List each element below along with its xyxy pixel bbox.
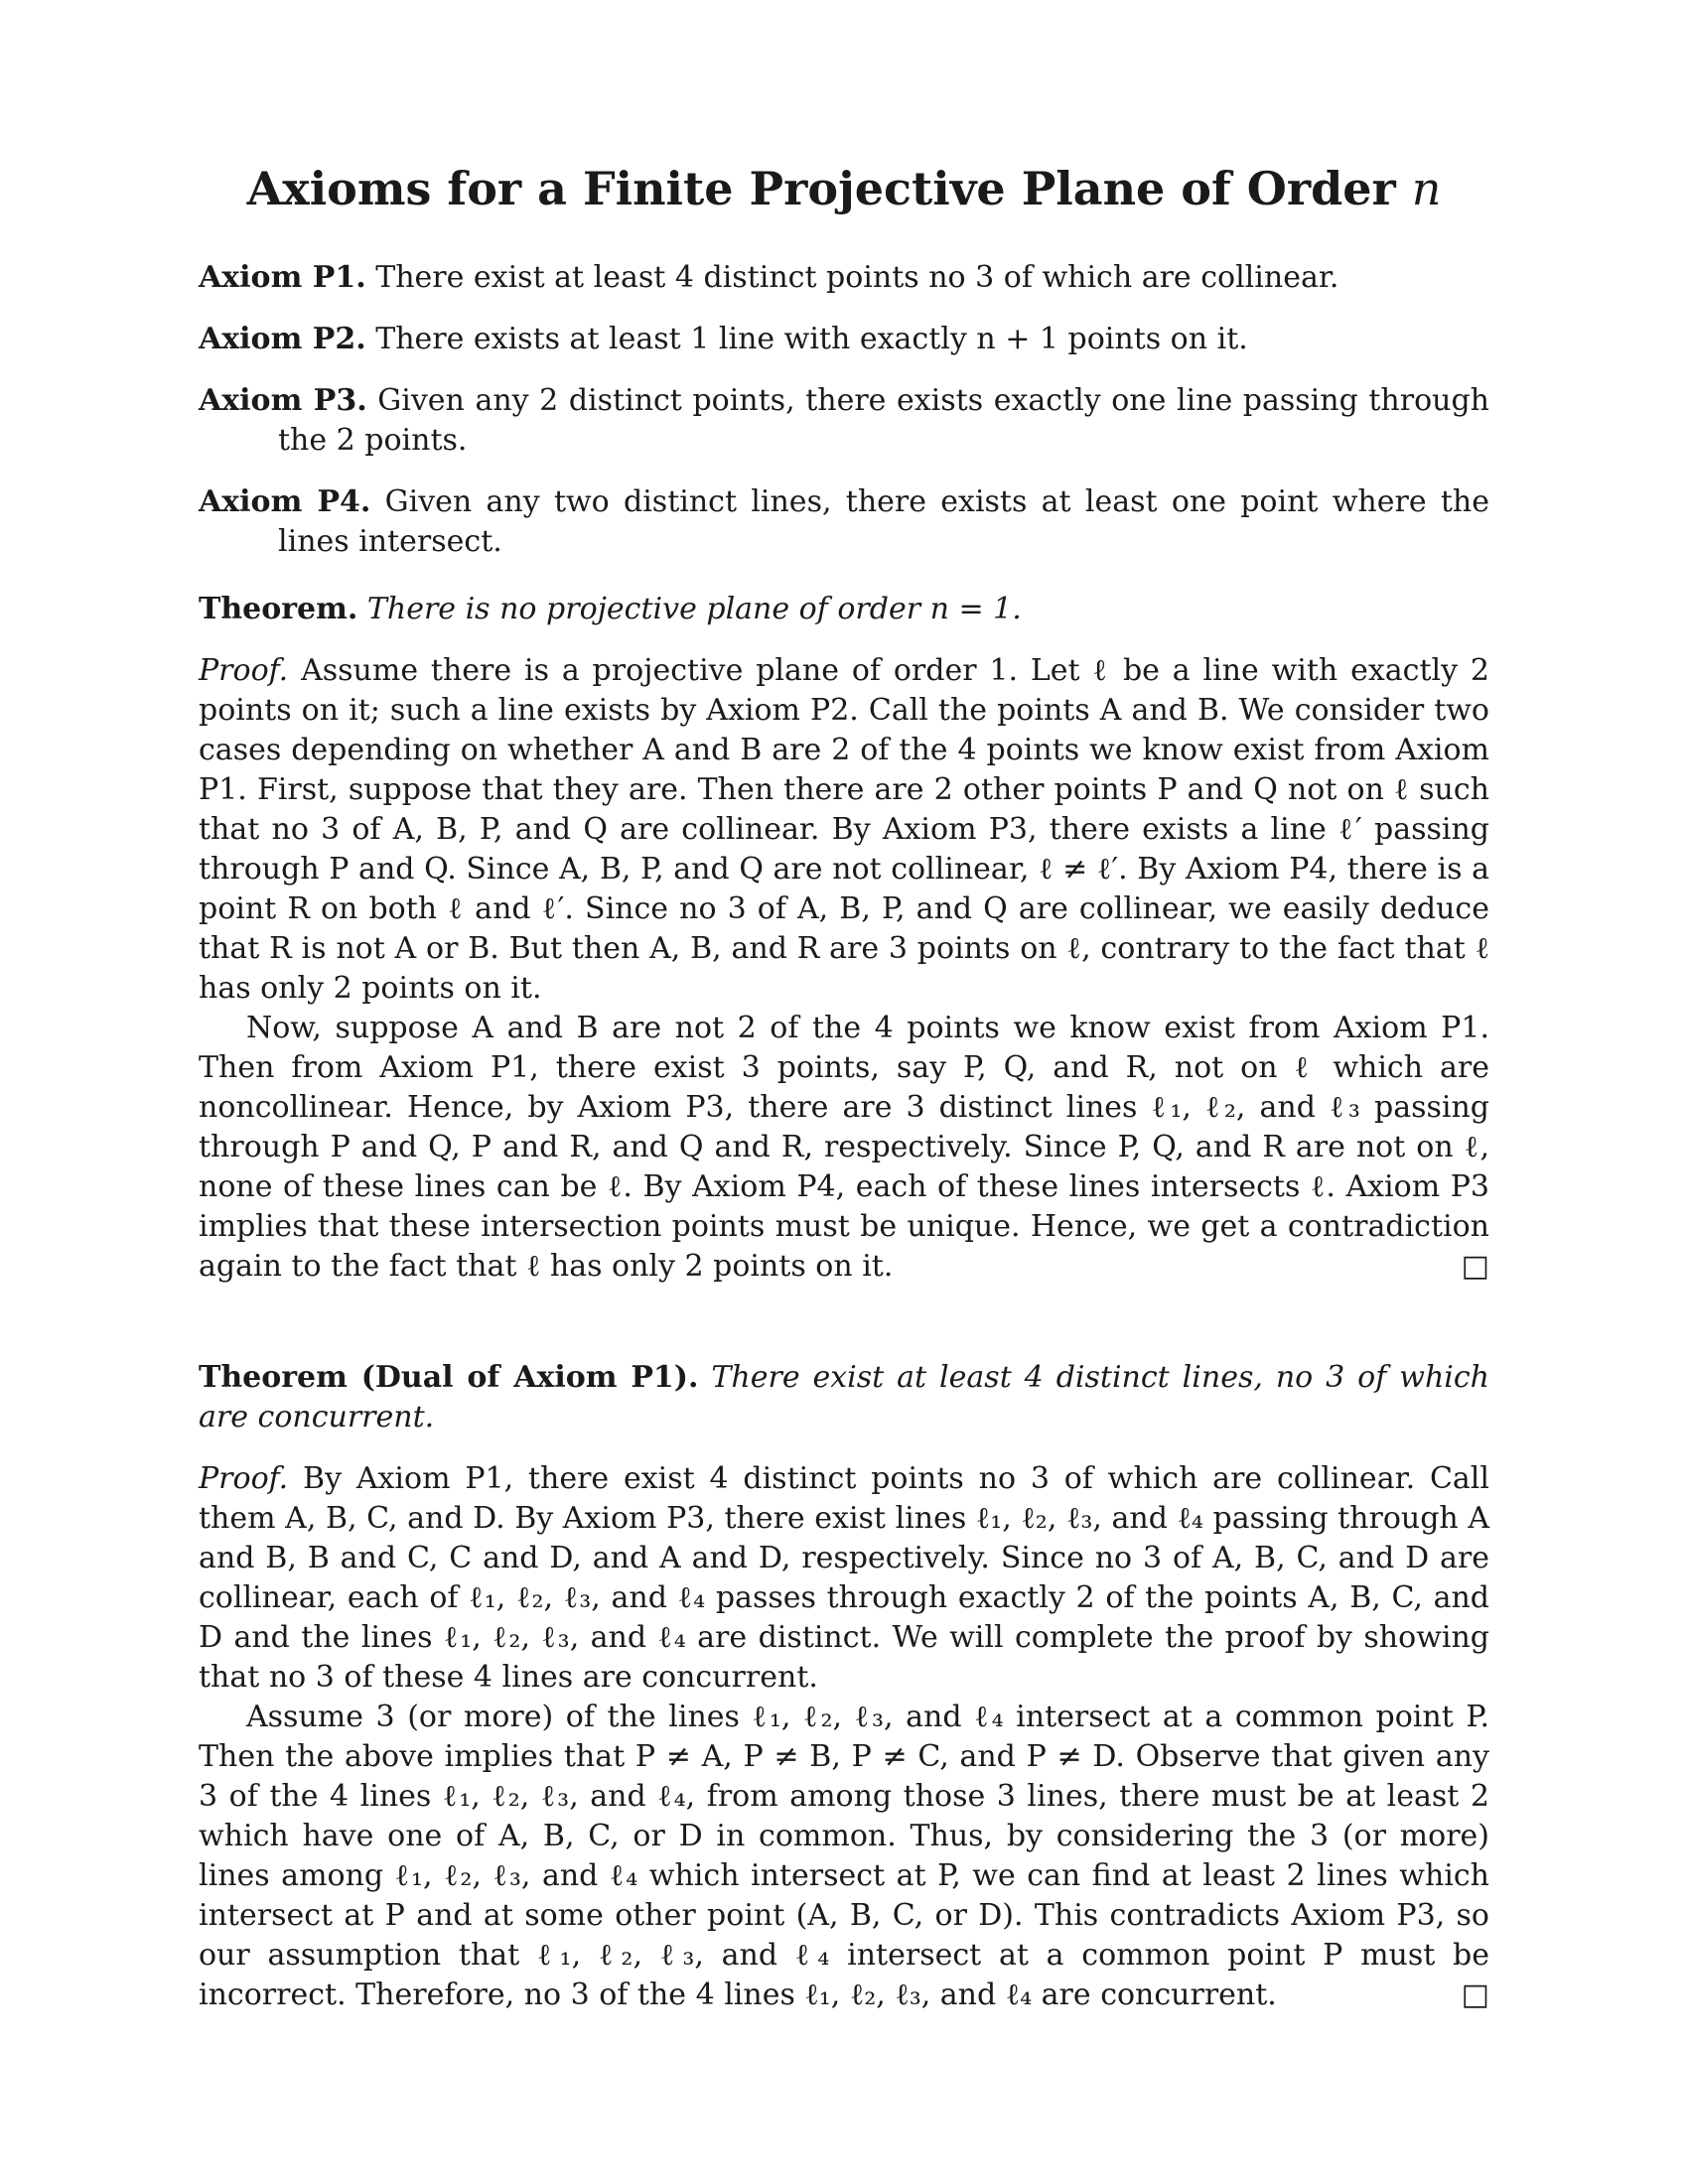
proof-label: Proof. — [199, 653, 289, 688]
theorem-2 — [199, 1358, 1489, 1437]
axiom-label: Axiom P1. — [199, 260, 366, 295]
qed-square-icon: □ — [1461, 1249, 1489, 1284]
axiom-label: Axiom P3. — [199, 383, 367, 418]
axiom-label: Axiom P4. — [199, 484, 371, 519]
theorem-label: Theorem. — [199, 592, 358, 626]
title-text: Axioms for a Finite Projective Plane of Order — [246, 162, 1396, 215]
proof-text: Assume 3 (or more) of the lines ℓ₁, ℓ₂, ℓ₃, and ℓ₄ intersect at a common point P. Then the above implies that P ≠ A, P ≠ B, P ≠ C, and P ≠ D. Observe that given any 3 of the 4 lines ℓ₁, ℓ₂, ℓ₃, and ℓ₄, from among those 3 lines, there must be at least 2 which have one of A, B, C, or D in common. Thus, by considering the 3 (or more) lines among ℓ₁, ℓ₂, ℓ₃, and ℓ₄ which intersect at P, we can find at least 2 lines which intersect at P and at some other point (A, B, C, or D). This contradicts Axiom P3, so our assumption that ℓ₁, ℓ₂, ℓ₃, and ℓ₄ intersect at a common point P must be incorrect. Therefore, no 3 of the 4 lines ℓ₁, ℓ₂, ℓ₃, and ℓ₄ are concurrent. — [199, 1700, 1489, 2012]
theorem-1 — [199, 590, 1489, 629]
proof-paragraph — [199, 1459, 1489, 1698]
proof-label: Proof. — [199, 1461, 289, 1496]
axiom-p3 — [199, 381, 1489, 461]
proof-paragraph — [199, 651, 1489, 1009]
axiom-text: Given any two distinct lines, there exists at least one point where the lines intersect. — [278, 484, 1489, 559]
proof-text: Now, suppose A and B are not 2 of the 4 points we know exist from Axiom P1. Then from Axiom P1, there exist 3 points, say P, Q, and R, not on ℓ which are noncollinear. Hence, by Axiom P3, there are 3 distinct lines ℓ₁, ℓ₂, and ℓ₃ passing through P and Q, P and R, and Q and R, respectively. Since P, Q, and R are not on ℓ, none of these lines can be ℓ. By Axiom P4, each of these lines intersects ℓ. Axiom P3 implies that these intersection points must be unique. Hence, we get a contradiction again to the fact that ℓ has only 2 points on it. — [199, 1011, 1489, 1284]
proof-paragraph — [199, 1009, 1489, 1287]
proof-paragraph — [199, 1698, 1489, 2015]
proof-text: By Axiom P1, there exist 4 distinct points no 3 of which are collinear. Call them A, B, C, and D. By Axiom P3, there exist lines ℓ₁, ℓ₂, ℓ₃, and ℓ₄ passing through A and B, B and C, C and D, and A and D, respectively. Since no 3 of A, B, C, and D are collinear, each of ℓ₁, ℓ₂, ℓ₃, and ℓ₄ passes through exactly 2 of the points A, B, C, and D and the lines ℓ₁, ℓ₂, ℓ₃, and ℓ₄ are distinct. We will complete the proof by showing that no 3 of these 4 lines are concurrent. — [199, 1461, 1489, 1695]
theorem-label: Theorem (Dual of Axiom P1). — [199, 1360, 699, 1395]
proof-text: Assume there is a projective plane of order 1. Let ℓ be a line with exactly 2 points on it; such a line exists by Axiom P2. Call the points A and B. We consider two cases depending on whether A and B are 2 of the 4 points we know exist from Axiom P1. First, suppose that they are. Then there are 2 other points P and Q not on ℓ such that no 3 of A, B, P, and Q are collinear. By Axiom P3, there exists a line ℓ′ passing through P and Q. Since A, B, P, and Q are not collinear, ℓ ≠ ℓ′. By Axiom P4, there is a point R on both ℓ and ℓ′. Since no 3 of A, B, P, and Q are collinear, we easily deduce that R is not A or B. But then A, B, and R are 3 points on ℓ, contrary to the fact that ℓ has only 2 points on it. — [199, 653, 1489, 1006]
qed-square-icon: □ — [1461, 1978, 1489, 2012]
axiom-text: There exist at least 4 distinct points no 3 of which are collinear. — [375, 260, 1339, 295]
axiom-label: Axiom P2. — [199, 322, 366, 356]
proof-1 — [199, 651, 1489, 1287]
axiom-p2 — [199, 320, 1489, 359]
axiom-p1 — [199, 258, 1489, 298]
axiom-p4 — [199, 482, 1489, 562]
theorem-statement: There is no projective plane of order n = 1. — [366, 592, 1022, 626]
axiom-text: Given any 2 distinct points, there exists exactly one line passing through the 2 points. — [278, 383, 1489, 458]
title-variable: n — [1411, 162, 1442, 215]
theorem-statement: There exist at least 4 distinct lines, no 3 of which are concurrent. — [199, 1360, 1489, 1434]
page-title — [199, 159, 1489, 218]
document-page — [199, 159, 1489, 2033]
axiom-text: There exists at least 1 line with exactly n + 1 points on it. — [375, 322, 1248, 356]
proof-2 — [199, 1459, 1489, 2015]
